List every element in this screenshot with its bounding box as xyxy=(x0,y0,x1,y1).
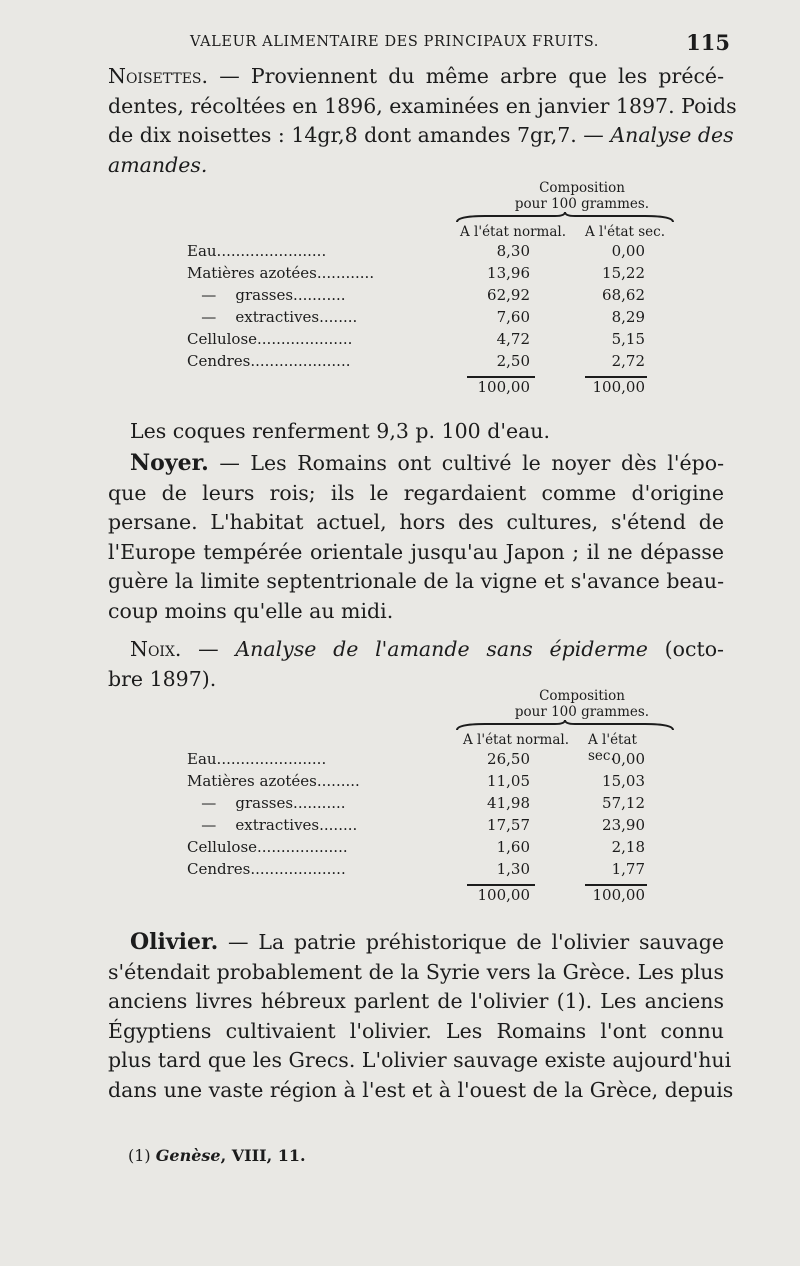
paragraph-olivier: Olivier. — La patrie préhistorique de l'olivier sauvage s'étendait probablement de la Syrie vers la Grèce. Les plus anciens livres hébreux parlent de l'olivier (1). Les anciens Égyptiens cultivaient l'olivier. Les Romains l'ont connu plus tard que les Grecs. L'olivier sauvage existe aujourd'hui dans une vaste région à l'est et à l'ouest de la Grèce, depuis xyxy=(108,929,734,1102)
brace-icon xyxy=(455,212,675,224)
table-row: Matières azotées......... 11,05 15,03 xyxy=(187,772,645,790)
table-row: Cendres.................... 1,30 1,77 xyxy=(187,860,645,878)
table-row: Cellulose................... 1,60 2,18 xyxy=(187,838,645,856)
paragraph-coques: Les coques renferment 9,3 p. 100 d'eau. xyxy=(130,419,551,443)
noisettes-lead: Noisettes. xyxy=(108,64,209,88)
table-row: Cellulose.................... 4,72 5,15 xyxy=(187,330,645,348)
page-header xyxy=(190,30,730,55)
paragraph-noix: Noix. — Analyse de l'amande sans épiderme (octo- bre 1897). xyxy=(108,637,724,691)
table-total-row: 100,00 100,00 xyxy=(477,886,645,904)
column-header-sec: A l'état sec. xyxy=(585,224,666,240)
table-row: — extractives........ 7,60 8,29 xyxy=(187,308,645,326)
column-header-sec: A l'état sec. xyxy=(588,732,637,764)
running-title: VALEUR ALIMENTAIRE DES PRINCIPAUX FRUITS. xyxy=(190,34,599,50)
noix-lead: Noix. xyxy=(130,637,182,661)
olivier-heading: Olivier. xyxy=(130,929,219,955)
composition-table-noisettes xyxy=(187,180,667,400)
noyer-heading: Noyer. xyxy=(130,450,209,476)
paragraph-noyer: Noyer. — Les Romains ont cultivé le noyer dès l'épo- que de leurs rois; ils le regardaient comme d'origine persane. L'habitat actuel, hors des cultures, s'étend de l'Europe tempérée orientale jusqu'au Japon ; il ne dépasse guère la limite septentrionale de la vigne et s'avance beau- coup moins qu'elle au midi. xyxy=(108,450,724,623)
table-row: — grasses........... 41,98 57,12 xyxy=(187,794,645,812)
table-total-row: 100,00 100,00 xyxy=(477,378,645,396)
table-row: Eau....................... 26,50 0,00 xyxy=(187,750,645,768)
paragraph-noisettes: Noisettes. — Proviennent du même arbre que les précé- dentes, récoltées en 1896, examinées en janvier 1897. Poids de dix noisettes : 14gr,8 dont amandes 7gr,7. — Analyse des amandes. xyxy=(108,64,737,177)
composition-heading: Composition pour 100 grammes. xyxy=(514,688,650,720)
page-number: 115 xyxy=(686,30,730,55)
composition-heading: Composition pour 100 grammes. xyxy=(514,180,650,212)
footnote: (1) Genèse, VIII, 11. xyxy=(128,1146,306,1165)
table-row: — grasses........... 62,92 68,62 xyxy=(187,286,645,304)
table-row: Cendres..................... 2,50 2,72 xyxy=(187,352,645,370)
column-header-normal: A l'état normal. xyxy=(463,732,569,748)
column-header-normal: A l'état normal. xyxy=(460,224,566,240)
brace-icon xyxy=(455,720,675,732)
composition-table-noix xyxy=(187,688,667,908)
table-row: — extractives........ 17,57 23,90 xyxy=(187,816,645,834)
table-row: Eau....................... 8,30 0,00 xyxy=(187,242,645,260)
table-row: Matières azotées............ 13,96 15,22 xyxy=(187,264,645,282)
